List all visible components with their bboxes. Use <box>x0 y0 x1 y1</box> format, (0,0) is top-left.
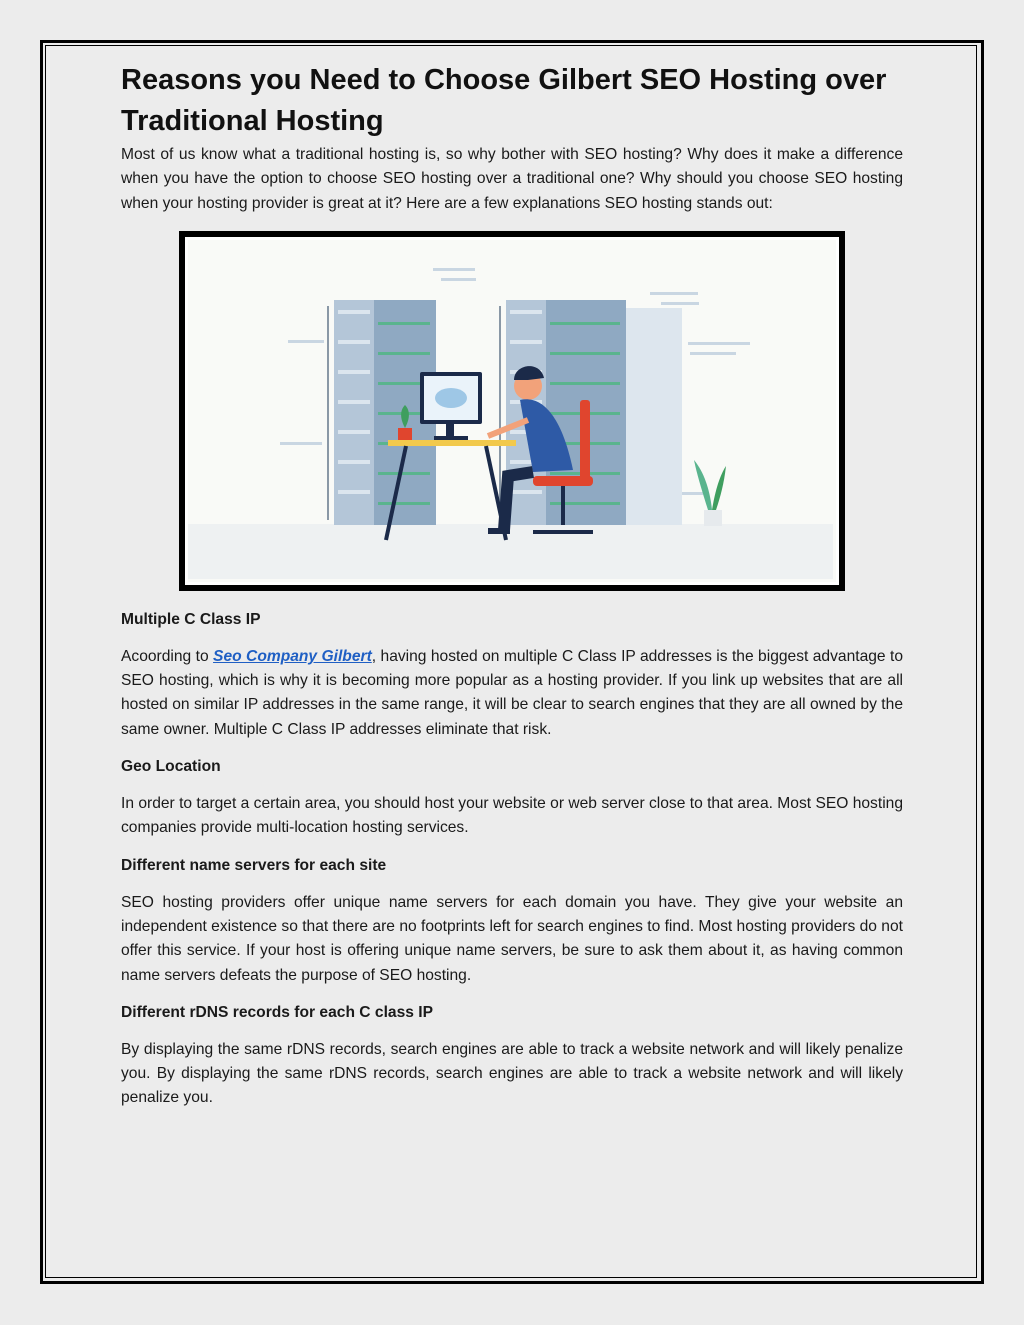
section-heading-name-servers: Different name servers for each site <box>121 856 387 874</box>
server-room-illustration <box>188 240 833 579</box>
section-body-name-servers: SEO hosting providers offer unique name servers for each domain you have. They give your website an independent existence so that there are no footprints left for search engines to find. Most hosting providers do not offer this service. If your host is offering unique name servers, be sure to ask them about it, as having common name servers defeats the purpose of SEO hosting. <box>121 893 903 984</box>
intro-paragraph: Most of us know what a traditional hosting is, so why bother with SEO hosting? Why does it make a difference when you have the option to choose SEO hosting over a traditional one? Why should you choose SEO hosting when your hosting provider is great at it? Here are a few explanations SEO hosting stands out: <box>121 146 903 212</box>
illustration-canvas <box>185 237 839 585</box>
hosting-illustration <box>179 231 845 591</box>
body-suffix: , having hosted on multiple C Class IP addresses is the biggest advantage to SEO hosting, which is why it is becoming more popular as a hosting provider. If you link up websites that are all hosted on similar IP addresses in the same range, it will be clear to search engines that they are all owned by the same owner. Multiple C Class IP addresses eliminate that risk. <box>121 647 904 738</box>
section-body-rdns-records: By displaying the same rDNS records, search engines are able to track a website network and will likely penalize you. By displaying the same rDNS records, search engines are able to track a website network and will likely penalize you. <box>121 1040 903 1107</box>
page-title: Reasons you Need to Choose Gilbert SEO Hosting over Traditional Hosting <box>121 64 887 137</box>
section-heading-geo-location: Geo Location <box>121 758 221 776</box>
section-body-multiple-c-class-ip <box>121 645 903 742</box>
section-body-geo-location: In order to target a certain area, you should host your website or web server close to that area. Most SEO hosting companies provide multi-location hosting services. <box>121 795 903 837</box>
body-prefix: Acoording to <box>121 647 214 665</box>
seo-company-gilbert-link[interactable]: Seo Company Gilbert <box>213 647 372 665</box>
section-heading-rdns-records: Different rDNS records for each C class IP <box>121 1003 433 1021</box>
document-content <box>121 60 903 1111</box>
left-server-rack <box>328 300 436 525</box>
section-heading-multiple-c-class-ip: Multiple C Class IP <box>121 610 261 628</box>
